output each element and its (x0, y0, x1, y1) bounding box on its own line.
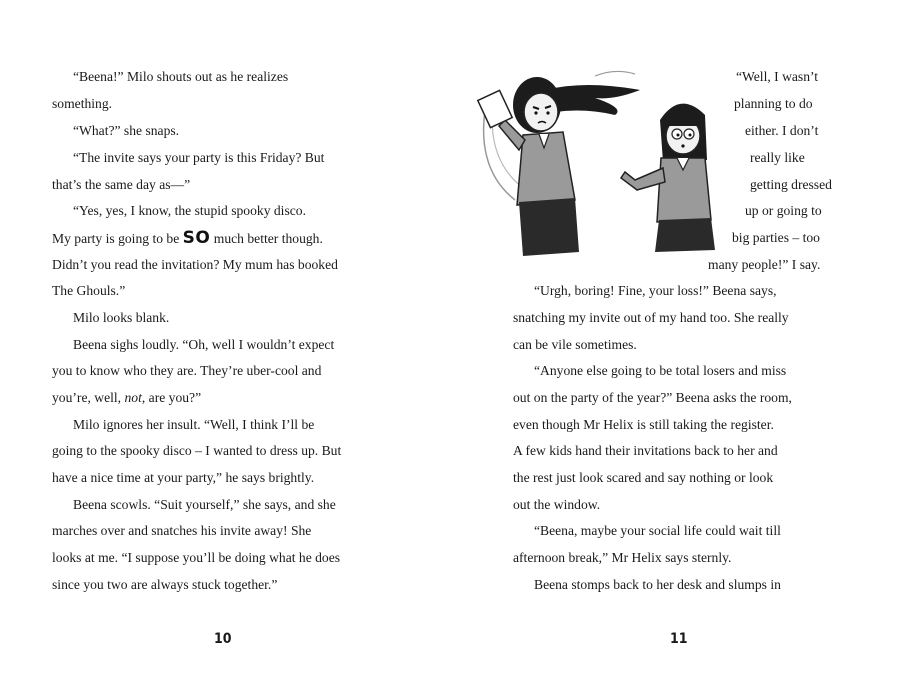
text-line: since you two are always stuck together.” (52, 577, 278, 592)
text-line: marches over and snatches his invite away! She (52, 523, 312, 538)
page-number: 10 (214, 631, 232, 647)
right-page (450, 0, 901, 686)
text-line: Didn’t you read the invitation? My mum has booked (52, 257, 338, 272)
wrap-text-line: getting dressed (750, 177, 832, 192)
text-line: “The invite says your party is this Friday? But (73, 150, 325, 165)
text-line: that’s the same day as—” (52, 177, 191, 192)
text-line: snatching my invite out of my hand too. She really (513, 310, 789, 325)
emphasis-so: SO (182, 228, 211, 248)
page-number: 11 (670, 631, 688, 647)
wrap-text-line: really like (750, 150, 805, 165)
text-run: much better though. (210, 231, 323, 246)
text-line: afternoon break,” Mr Helix says sternly. (513, 550, 732, 565)
text-line: A few kids hand their invitations back to her and (513, 443, 778, 458)
text-line (52, 389, 201, 407)
text-line: out the window. (513, 497, 601, 512)
text-line: something. (52, 96, 113, 111)
text-line: Beena stomps back to her desk and slumps in (534, 577, 781, 592)
text-line: “Anyone else going to be total losers and miss (534, 363, 787, 378)
text-line: looks at me. “I suppose you’ll be doing what he does (52, 550, 341, 565)
text-line: “Yes, yes, I know, the stupid spooky disco. (73, 203, 306, 218)
wrap-text-line: up or going to (745, 203, 822, 218)
text-line: have a nice time at your party,” he says brightly. (52, 470, 315, 485)
text-line: “What?” she snaps. (73, 123, 180, 138)
text-line: Milo ignores her insult. “Well, I think I’ll be (73, 417, 315, 432)
text-line: the rest just look scared and say nothing or look (513, 470, 774, 485)
wrap-text-line: many people!” I say. (708, 257, 821, 272)
text-line: Milo looks blank. (73, 310, 170, 325)
text-line: you to know who they are. They’re uber-cool and (52, 363, 322, 378)
text-line: Beena sighs loudly. “Oh, well I wouldn’t expect (73, 337, 335, 352)
text-line: going to the spooky disco – I wanted to dress up. But (52, 443, 342, 458)
text-run: , are you?” (141, 390, 202, 405)
text-run: My party is going to be (52, 231, 183, 246)
text-line: “Beena!” Milo shouts out as he realizes (73, 69, 289, 84)
wrap-text-line: big parties – too (732, 230, 820, 245)
wrap-text-line: “Well, I wasn’t (736, 69, 819, 84)
text-run: you’re, well, (52, 390, 125, 405)
wrap-text-line: planning to do (734, 96, 813, 111)
left-page (0, 0, 450, 686)
text-line (52, 229, 323, 247)
text-line: can be vile sometimes. (513, 337, 637, 352)
text-line: The Ghouls.” (52, 283, 126, 298)
text-line: Beena scowls. “Suit yourself,” she says, and she (73, 497, 336, 512)
text-line: even though Mr Helix is still taking the register. (513, 417, 774, 432)
wrap-text-line: either. I don’t (745, 123, 819, 138)
text-line: “Beena, maybe your social life could wait till (534, 523, 781, 538)
italic-word: not (124, 390, 142, 405)
text-line: out on the party of the year?” Beena asks the room, (513, 390, 792, 405)
text-line: “Urgh, boring! Fine, your loss!” Beena says, (534, 283, 777, 298)
